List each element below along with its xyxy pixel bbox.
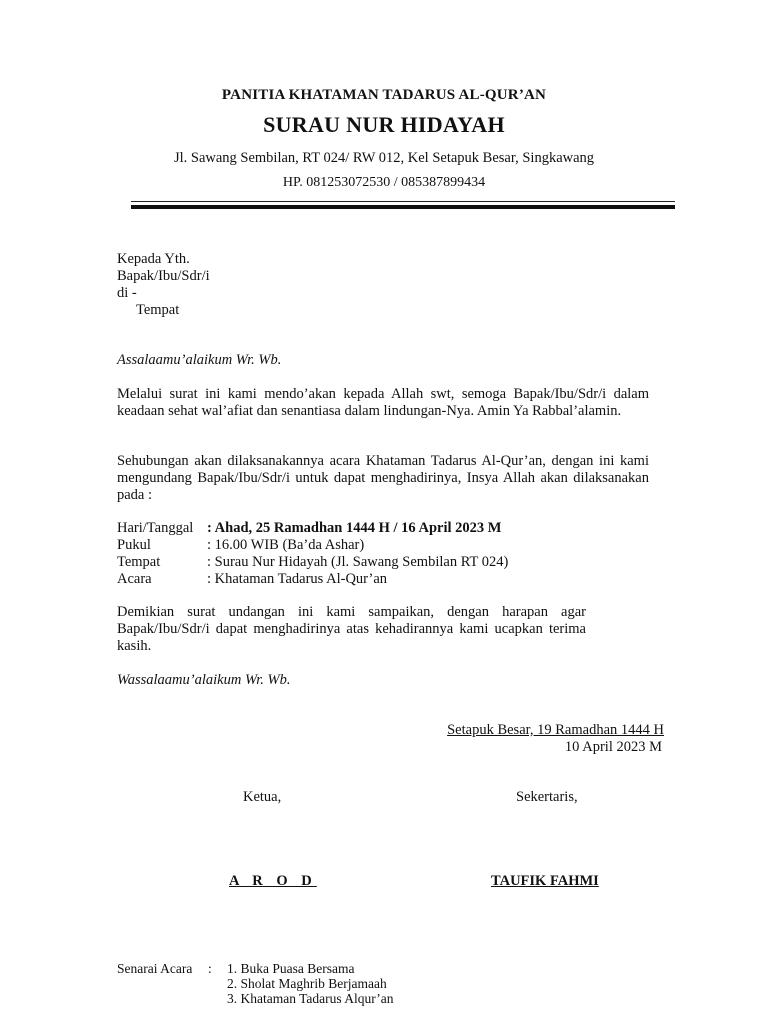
detail-label: Acara bbox=[117, 571, 152, 587]
agenda-label: Senarai Acara bbox=[117, 961, 193, 976]
secretary-title: Sekertaris, bbox=[516, 789, 578, 805]
detail-row-place bbox=[117, 554, 508, 571]
opening-greeting: Assalaamu’alaikum Wr. Wb. bbox=[117, 352, 282, 368]
detail-label: Hari/Tanggal bbox=[117, 520, 194, 536]
letterhead-divider-thin bbox=[131, 201, 675, 202]
chairman-name: A R O D bbox=[229, 873, 317, 889]
recipient-line-1: Kepada Yth. bbox=[117, 251, 190, 267]
detail-label: Pukul bbox=[117, 537, 151, 553]
detail-label: Tempat bbox=[117, 554, 161, 570]
paragraph-prayer: Melalui surat ini kami mendo’akan kepada Allah swt, semoga Bapak/Ibu/Sdr/i dalam keadaan sehat wal’afiat dan senantiasa dalam lindungan-Nya. Amin Ya Rabbal’alamin. bbox=[117, 386, 649, 419]
detail-row-time bbox=[117, 537, 364, 554]
detail-row-date bbox=[117, 520, 501, 537]
agenda-colon: : bbox=[208, 961, 212, 976]
organization-phone: HP. 081253072530 / 085387899434 bbox=[282, 175, 486, 190]
organization-name: SURAU NUR HIDAYAH bbox=[263, 112, 505, 137]
paragraph-invitation: Sehubungan akan dilaksanakannya acara Khataman Tadarus Al-Qur’an, dengan ini kami mengundang Bapak/Ibu/Sdr/i untuk dapat menghadirinya, Insya Allah akan dilaksanakan pada : bbox=[117, 453, 649, 503]
recipient-line-3: di - bbox=[117, 285, 137, 301]
detail-row-event bbox=[117, 571, 387, 588]
committee-title: PANITIA KHATAMAN TADARUS AL-QUR’AN bbox=[221, 87, 547, 103]
chairman-title: Ketua, bbox=[243, 789, 282, 805]
letter-date-hijri: Setapuk Besar, 19 Ramadhan 1444 H bbox=[447, 722, 664, 738]
agenda-item: 2. Sholat Maghrib Berjamaah bbox=[227, 976, 387, 991]
detail-value: : Surau Nur Hidayah (Jl. Sawang Sembilan RT 024) bbox=[207, 554, 509, 570]
agenda-item: 1. Buka Puasa Bersama bbox=[227, 961, 355, 976]
letter-date-gregorian: 10 April 2023 M bbox=[564, 739, 662, 755]
secretary-name: TAUFIK FAHMI bbox=[491, 873, 599, 889]
closing-greeting: Wassalaamu’alaikum Wr. Wb. bbox=[117, 672, 291, 688]
letterhead-divider-thick bbox=[131, 205, 675, 209]
agenda-item: 3. Khataman Tadarus Alqur’an bbox=[227, 991, 394, 1006]
detail-value: : Ahad, 25 Ramadhan 1444 H / 16 April 2023 M bbox=[207, 520, 502, 536]
organization-address: Jl. Sawang Sembilan, RT 024/ RW 012, Kel Setapuk Besar, Singkawang bbox=[173, 150, 595, 166]
detail-value: : 16.00 WIB (Ba’da Ashar) bbox=[207, 537, 365, 553]
recipient-line-2: Bapak/Ibu/Sdr/i bbox=[117, 268, 210, 284]
paragraph-closing: Demikian surat undangan ini kami sampaikan, dengan harapan agar Bapak/Ibu/Sdr/i dapat menghadirinya atas kehadirannya kami ucapkan terima kasih. bbox=[117, 604, 586, 654]
recipient-line-4: Tempat bbox=[136, 302, 180, 318]
detail-value: : Khataman Tadarus Al-Qur’an bbox=[207, 571, 388, 587]
